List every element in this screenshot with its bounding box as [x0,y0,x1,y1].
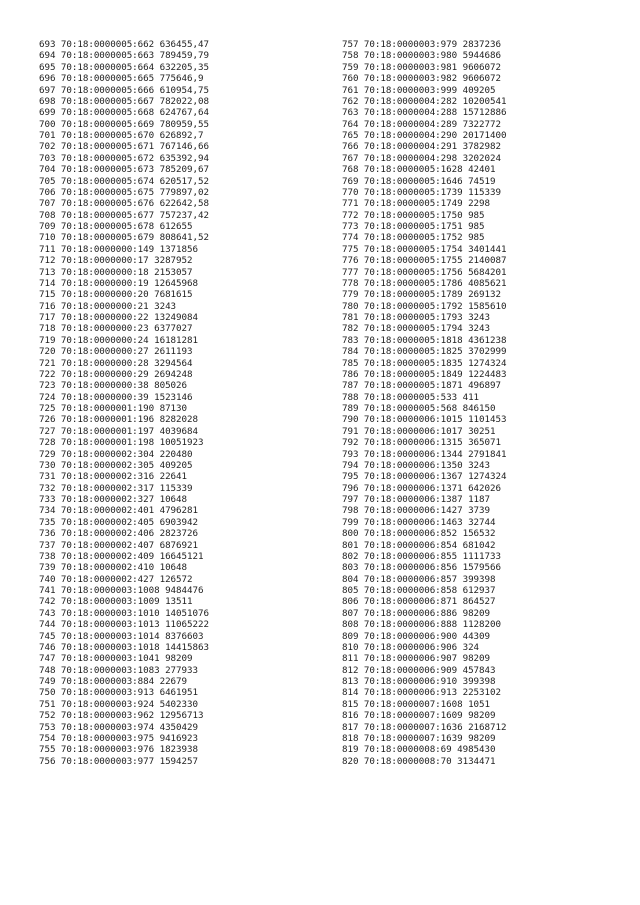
list-item: 784 70:18:0000005:1825 3702999 [342,346,507,358]
list-item: 695 70:18:0000005:664 632205,35 [39,61,209,73]
list-item: 778 70:18:0000005:1786 4085621 [342,277,507,289]
list-item: 737 70:18:0000002:407 6876921 [39,539,198,551]
list-item: 812 70:18:0000006:909 457843 [342,664,496,676]
list-item: 793 70:18:0000006:1344 2791841 [342,448,507,460]
list-item: 805 70:18:0000006:858 612937 [342,585,496,596]
list-item: 774 70:18:0000005:1752 985 [342,232,485,244]
list-item: 759 70:18:0000003:981 9606072 [342,61,501,73]
list-item: 743 70:18:0000003:1010 14051076 [39,607,209,619]
list-item: 714 70:18:0000000:19 12645968 [39,277,198,289]
list-item: 706 70:18:0000005:675 779897,02 [39,186,209,198]
list-item: 761 70:18:0000003:999 409205 [342,84,496,96]
list-item: 768 70:18:0000005:1628 42401 [342,164,496,176]
list-item: 757 70:18:0000003:979 2837236 [342,39,501,50]
list-item: 717 70:18:0000000:22 13249084 [39,312,198,323]
list-item: 804 70:18:0000006:857 399398 [342,573,496,585]
list-item: 780 70:18:0000005:1792 1585610 [342,300,507,312]
list-item: 715 70:18:0000000:20 7681615 [39,289,193,301]
list-item: 733 70:18:0000002:327 10648 [39,494,187,505]
list-item: 762 70:18:0000004:282 10200541 [342,95,507,107]
left-column [39,39,329,767]
list-item: 693 70:18:0000005:662 636455,47 [39,39,209,50]
list-item: 799 70:18:0000006:1463 32744 [342,516,496,528]
list-item: 811 70:18:0000006:907 98209 [342,653,490,665]
list-item: 790 70:18:0000006:1015 1101453 [342,414,507,426]
list-item: 763 70:18:0000004:288 15712886 [342,107,507,119]
list-item: 781 70:18:0000005:1793 3243 [342,312,490,323]
list-item: 727 70:18:0000001:197 4039684 [39,425,198,437]
list-item: 702 70:18:0000005:671 767146,66 [39,141,209,153]
list-item: 735 70:18:0000002:405 6903942 [39,516,198,528]
list-item: 815 70:18:0000007:1608 1051 [342,698,490,710]
list-item: 746 70:18:0000003:1018 14415863 [39,641,209,653]
list-item: 777 70:18:0000005:1756 5684201 [342,266,507,278]
list-item: 719 70:18:0000000:24 16181281 [39,334,198,346]
list-item: 726 70:18:0000001:196 8282028 [39,414,198,426]
list-item: 767 70:18:0000004:298 3202024 [342,152,501,164]
list-item: 803 70:18:0000006:856 1579566 [342,562,501,574]
list-item: 792 70:18:0000006:1315 365071 [342,437,501,449]
list-item: 742 70:18:0000003:1009 13511 [39,596,193,608]
list-item: 800 70:18:0000006:852 156532 [342,528,496,540]
list-item: 795 70:18:0000006:1367 1274324 [342,471,507,483]
list-item: 704 70:18:0000005:673 785209,67 [39,164,209,176]
list-item: 817 70:18:0000007:1636 2168712 [342,721,507,733]
list-item: 753 70:18:0000003:974 4350429 [39,721,198,733]
list-item: 819 70:18:0000008:69 4985430 [342,744,496,756]
list-item: 700 70:18:0000005:669 780959,55 [39,118,209,130]
list-item: 771 70:18:0000005:1749 2298 [342,198,490,210]
list-item: 789 70:18:0000005:568 846150 [342,403,496,414]
list-item: 698 70:18:0000005:667 782022,08 [39,95,209,107]
list-item: 750 70:18:0000003:913 6461951 [39,687,198,699]
list-item: 708 70:18:0000005:677 757237,42 [39,209,209,221]
list-item: 813 70:18:0000006:910 399398 [342,676,496,687]
list-item: 766 70:18:0000004:291 3782982 [342,141,501,153]
list-item: 775 70:18:0000005:1754 3401441 [342,243,507,255]
list-item: 796 70:18:0000006:1371 642026 [342,482,501,494]
list-item: 739 70:18:0000002:410 10648 [39,562,187,574]
list-item: 749 70:18:0000003:884 22679 [39,676,187,687]
list-item: 705 70:18:0000005:674 620517,52 [39,175,209,187]
list-item: 765 70:18:0000004:290 20171400 [342,130,507,141]
list-item: 808 70:18:0000006:888 1128200 [342,619,501,631]
list-item: 716 70:18:0000000:21 3243 [39,300,177,312]
list-item: 697 70:18:0000005:666 610954,75 [39,84,209,96]
list-item: 747 70:18:0000003:1041 98209 [39,653,193,665]
list-item: 794 70:18:0000006:1350 3243 [342,459,490,471]
list-item: 758 70:18:0000003:980 5944686 [342,50,501,62]
list-item: 724 70:18:0000000:39 1523146 [39,391,193,403]
list-item: 723 70:18:0000000:38 805026 [39,380,187,392]
list-item: 772 70:18:0000005:1750 985 [342,209,485,221]
list-item: 798 70:18:0000006:1427 3739 [342,505,490,517]
list-item: 707 70:18:0000005:676 622642,58 [39,198,209,210]
list-item: 802 70:18:0000006:855 1111733 [342,550,501,562]
list-item: 738 70:18:0000002:409 16645121 [39,550,204,562]
list-item: 806 70:18:0000006:871 864527 [342,596,496,608]
list-item: 786 70:18:0000005:1849 1224483 [342,368,507,380]
list-item: 703 70:18:0000005:672 635392,94 [39,152,209,164]
list-item: 810 70:18:0000006:906 324 [342,641,480,653]
list-item: 725 70:18:0000001:190 87130 [39,403,187,414]
list-item: 764 70:18:0000004:289 7322772 [342,118,501,130]
list-item: 769 70:18:0000005:1646 74519 [342,175,496,187]
list-item: 755 70:18:0000003:976 1823938 [39,744,198,756]
list-item: 820 70:18:0000008:70 3134471 [342,755,496,767]
list-item: 713 70:18:0000000:18 2153057 [39,266,193,278]
list-item: 741 70:18:0000003:1008 9484476 [39,585,204,596]
list-item: 776 70:18:0000005:1755 2140087 [342,255,507,267]
list-item: 734 70:18:0000002:401 4796281 [39,505,198,517]
list-item: 785 70:18:0000005:1835 1274324 [342,357,507,369]
list-item: 732 70:18:0000002:317 115339 [39,482,193,494]
list-item: 782 70:18:0000005:1794 3243 [342,323,490,335]
list-item: 736 70:18:0000002:406 2823726 [39,528,198,540]
list-item: 709 70:18:0000005:678 612655 [39,221,193,232]
list-item: 711 70:18:0000000:149 1371856 [39,243,198,255]
list-item: 807 70:18:0000006:886 98209 [342,607,490,619]
list-item: 720 70:18:0000000:27 2611193 [39,346,193,358]
list-item: 809 70:18:0000006:900 44309 [342,630,490,642]
list-item: 783 70:18:0000005:1818 4361238 [342,334,507,346]
list-item: 752 70:18:0000003:962 12956713 [39,710,204,722]
list-item: 728 70:18:0000001:198 10051923 [39,437,204,449]
list-item: 701 70:18:0000005:670 626892,7 [39,130,204,141]
list-item: 770 70:18:0000005:1739 115339 [342,186,501,198]
list-item: 787 70:18:0000005:1871 496897 [342,380,501,392]
list-item: 816 70:18:0000007:1609 98209 [342,710,496,722]
list-item: 721 70:18:0000000:28 3294564 [39,357,193,369]
right-column [342,39,632,767]
list-item: 756 70:18:0000003:977 1594257 [39,755,198,767]
list-item: 718 70:18:0000000:23 6377027 [39,323,193,335]
list-item: 731 70:18:0000002:316 22641 [39,471,187,483]
list-item: 694 70:18:0000005:663 789459,79 [39,50,209,62]
list-item: 797 70:18:0000006:1387 1187 [342,494,490,505]
list-item: 791 70:18:0000006:1017 30251 [342,425,496,437]
list-item: 788 70:18:0000005:533 411 [342,391,480,403]
list-item: 722 70:18:0000000:29 2694248 [39,368,193,380]
list-item: 748 70:18:0000003:1083 277933 [39,664,198,676]
list-item: 754 70:18:0000003:975 9416923 [39,732,198,744]
list-item: 779 70:18:0000005:1789 269132 [342,289,501,301]
list-item: 745 70:18:0000003:1014 8376603 [39,630,204,642]
list-item: 773 70:18:0000005:1751 985 [342,221,485,232]
list-item: 696 70:18:0000005:665 775646,9 [39,73,204,85]
list-item: 729 70:18:0000002:304 220480 [39,448,193,460]
list-item: 712 70:18:0000000:17 3287952 [39,255,193,267]
list-item: 801 70:18:0000006:854 681042 [342,539,496,551]
list-item: 730 70:18:0000002:305 409205 [39,459,193,471]
list-item: 818 70:18:0000007:1639 98209 [342,732,496,744]
list-item: 751 70:18:0000003:924 5402330 [39,698,198,710]
list-item: 760 70:18:0000003:982 9606072 [342,73,501,85]
list-item: 710 70:18:0000005:679 808641,52 [39,232,209,244]
list-item: 814 70:18:0000006:913 2253102 [342,687,501,699]
list-item: 740 70:18:0000002:427 126572 [39,573,193,585]
list-item: 699 70:18:0000005:668 624767,64 [39,107,209,119]
list-item: 744 70:18:0000003:1013 11065222 [39,619,209,631]
